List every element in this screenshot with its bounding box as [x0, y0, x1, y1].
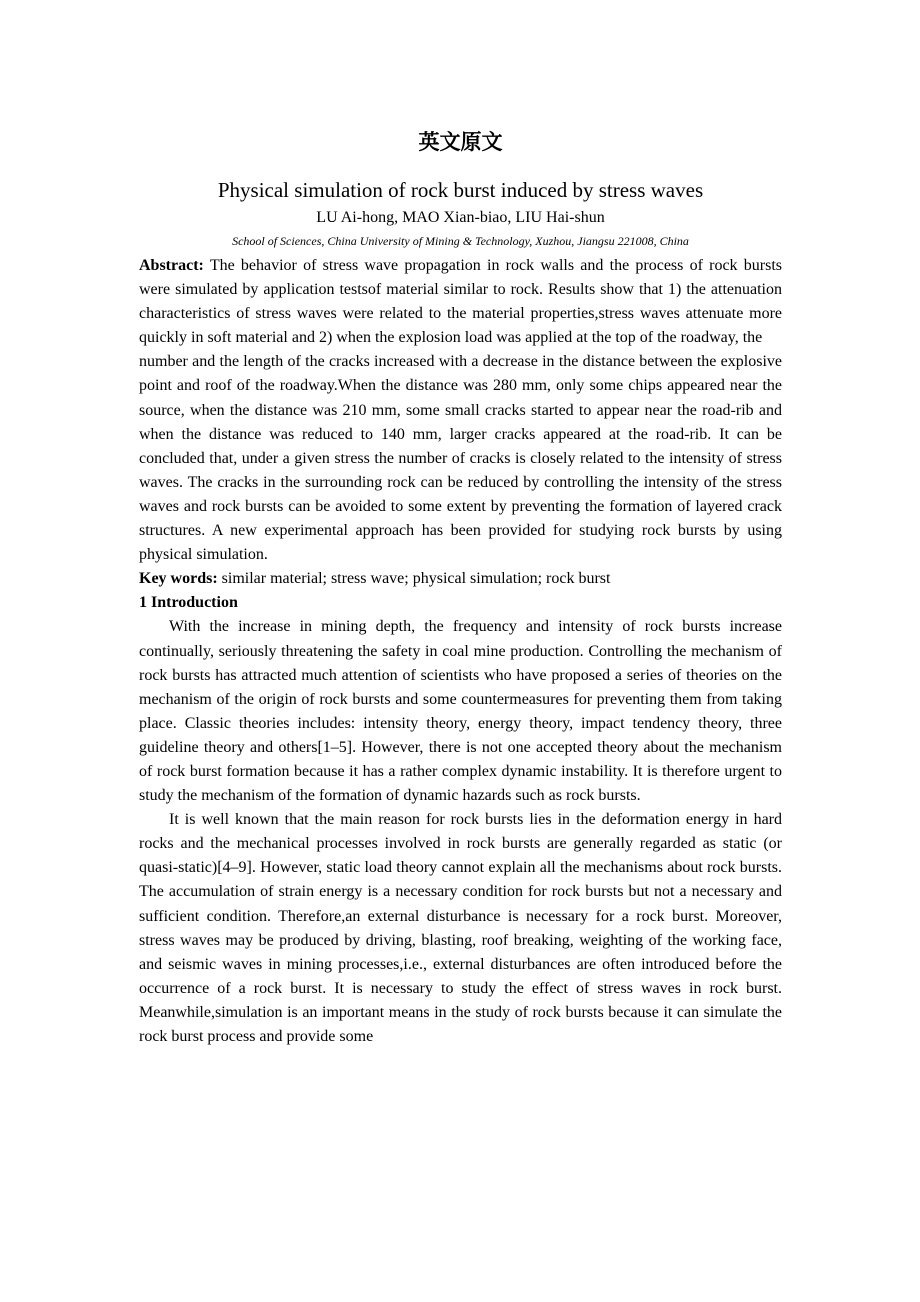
abstract-paragraph-2: number and the length of the cracks increased with a decrease in the distance between the explosive point and roof of the roadway.When the distance was 280 mm, only some chips appeared near the source, when the distance was 210 mm, some small cracks started to appear near the road-rib and when the distance was reduced to 140 mm, larger cracks appeared at the road-rib. It can be concluded that, under a given stress the number of cracks is closely related to the intensity of stress waves. The cracks in the surrounding rock can be reduced by controlling the intensity of the stress waves and rock bursts can be avoided to some extent by preventing the formation of layered crack structures. A new experimental approach has been provided for studying rock bursts by using physical simulation. [139, 353, 782, 564]
paper-affiliation: School of Sciences, China University of Mining & Technology, Xuzhou, Jiangsu 221008, China [232, 234, 689, 248]
document-page [139, 126, 782, 1049]
intro-paragraph-2: It is well known that the main reason for rock bursts lies in the deformation energy in hard rocks and the mechanical processes involved in rock bursts are generally regarded as static (or quasi-static)[4–9]. However, static load theory cannot explain all the mechanisms about rock bursts. The accumulation of strain energy is a necessary condition for rock bursts but not a necessary and sufficient condition. Therefore,an external disturbance is necessary for a rock burst. Moreover, stress waves may be produced by driving, blasting, roof breaking, weighting of the working face, and seismic waves in mining processes,i.e., external disturbances are often introduced before the occurrence of a rock burst. It is necessary to study the effect of stress waves in rock burst. Meanwhile,simulation is an important means in the study of rock bursts because it can simulate the rock burst process and provide some [139, 811, 782, 1045]
section-heading-introduction: 1 Introduction [139, 594, 238, 612]
keywords-text: similar material; stress wave; physical simulation; rock burst [221, 570, 611, 588]
paper-title: Physical simulation of rock burst induced by stress waves [217, 178, 704, 202]
abstract-text-part1: The behavior of stress wave propagation in rock walls and the process of rock bursts were simulated by application testsof material similar to rock. Results show that 1) the attenuation characteristics of stress waves were related to the material properties,stress waves attenuate more quickly in soft material and 2) when the explosion load was applied at the top of the roadway, the [139, 257, 782, 347]
keywords-label: Key words: [139, 570, 218, 588]
keywords-line [139, 567, 782, 591]
intro-paragraph-1: With the increase in mining depth, the frequency and intensity of rock bursts increase continually, seriously threatening the safety in coal mine production. Controlling the mechanism of rock bursts has attracted much attention of scientists who have proposed a series of theories on the mechanism of the origin of rock bursts and some countermeasures for preventing them from taking place. Classic theories includes: intensity theory, energy theory, impact tendency theory, three guideline theory and others[1–5]. However, there is not one accepted theory about the mechanism of rock burst formation because it has a rather complex dynamic instability. It is therefore urgent to study the mechanism of the formation of dynamic hazards such as rock bursts. [139, 618, 782, 805]
chinese-heading: 英文原文 [418, 130, 503, 154]
abstract-paragraph-1 [139, 254, 782, 350]
paper-authors: LU Ai-hong, MAO Xian-biao, LIU Hai-shun [316, 209, 605, 226]
abstract-label: Abstract: [139, 257, 204, 274]
